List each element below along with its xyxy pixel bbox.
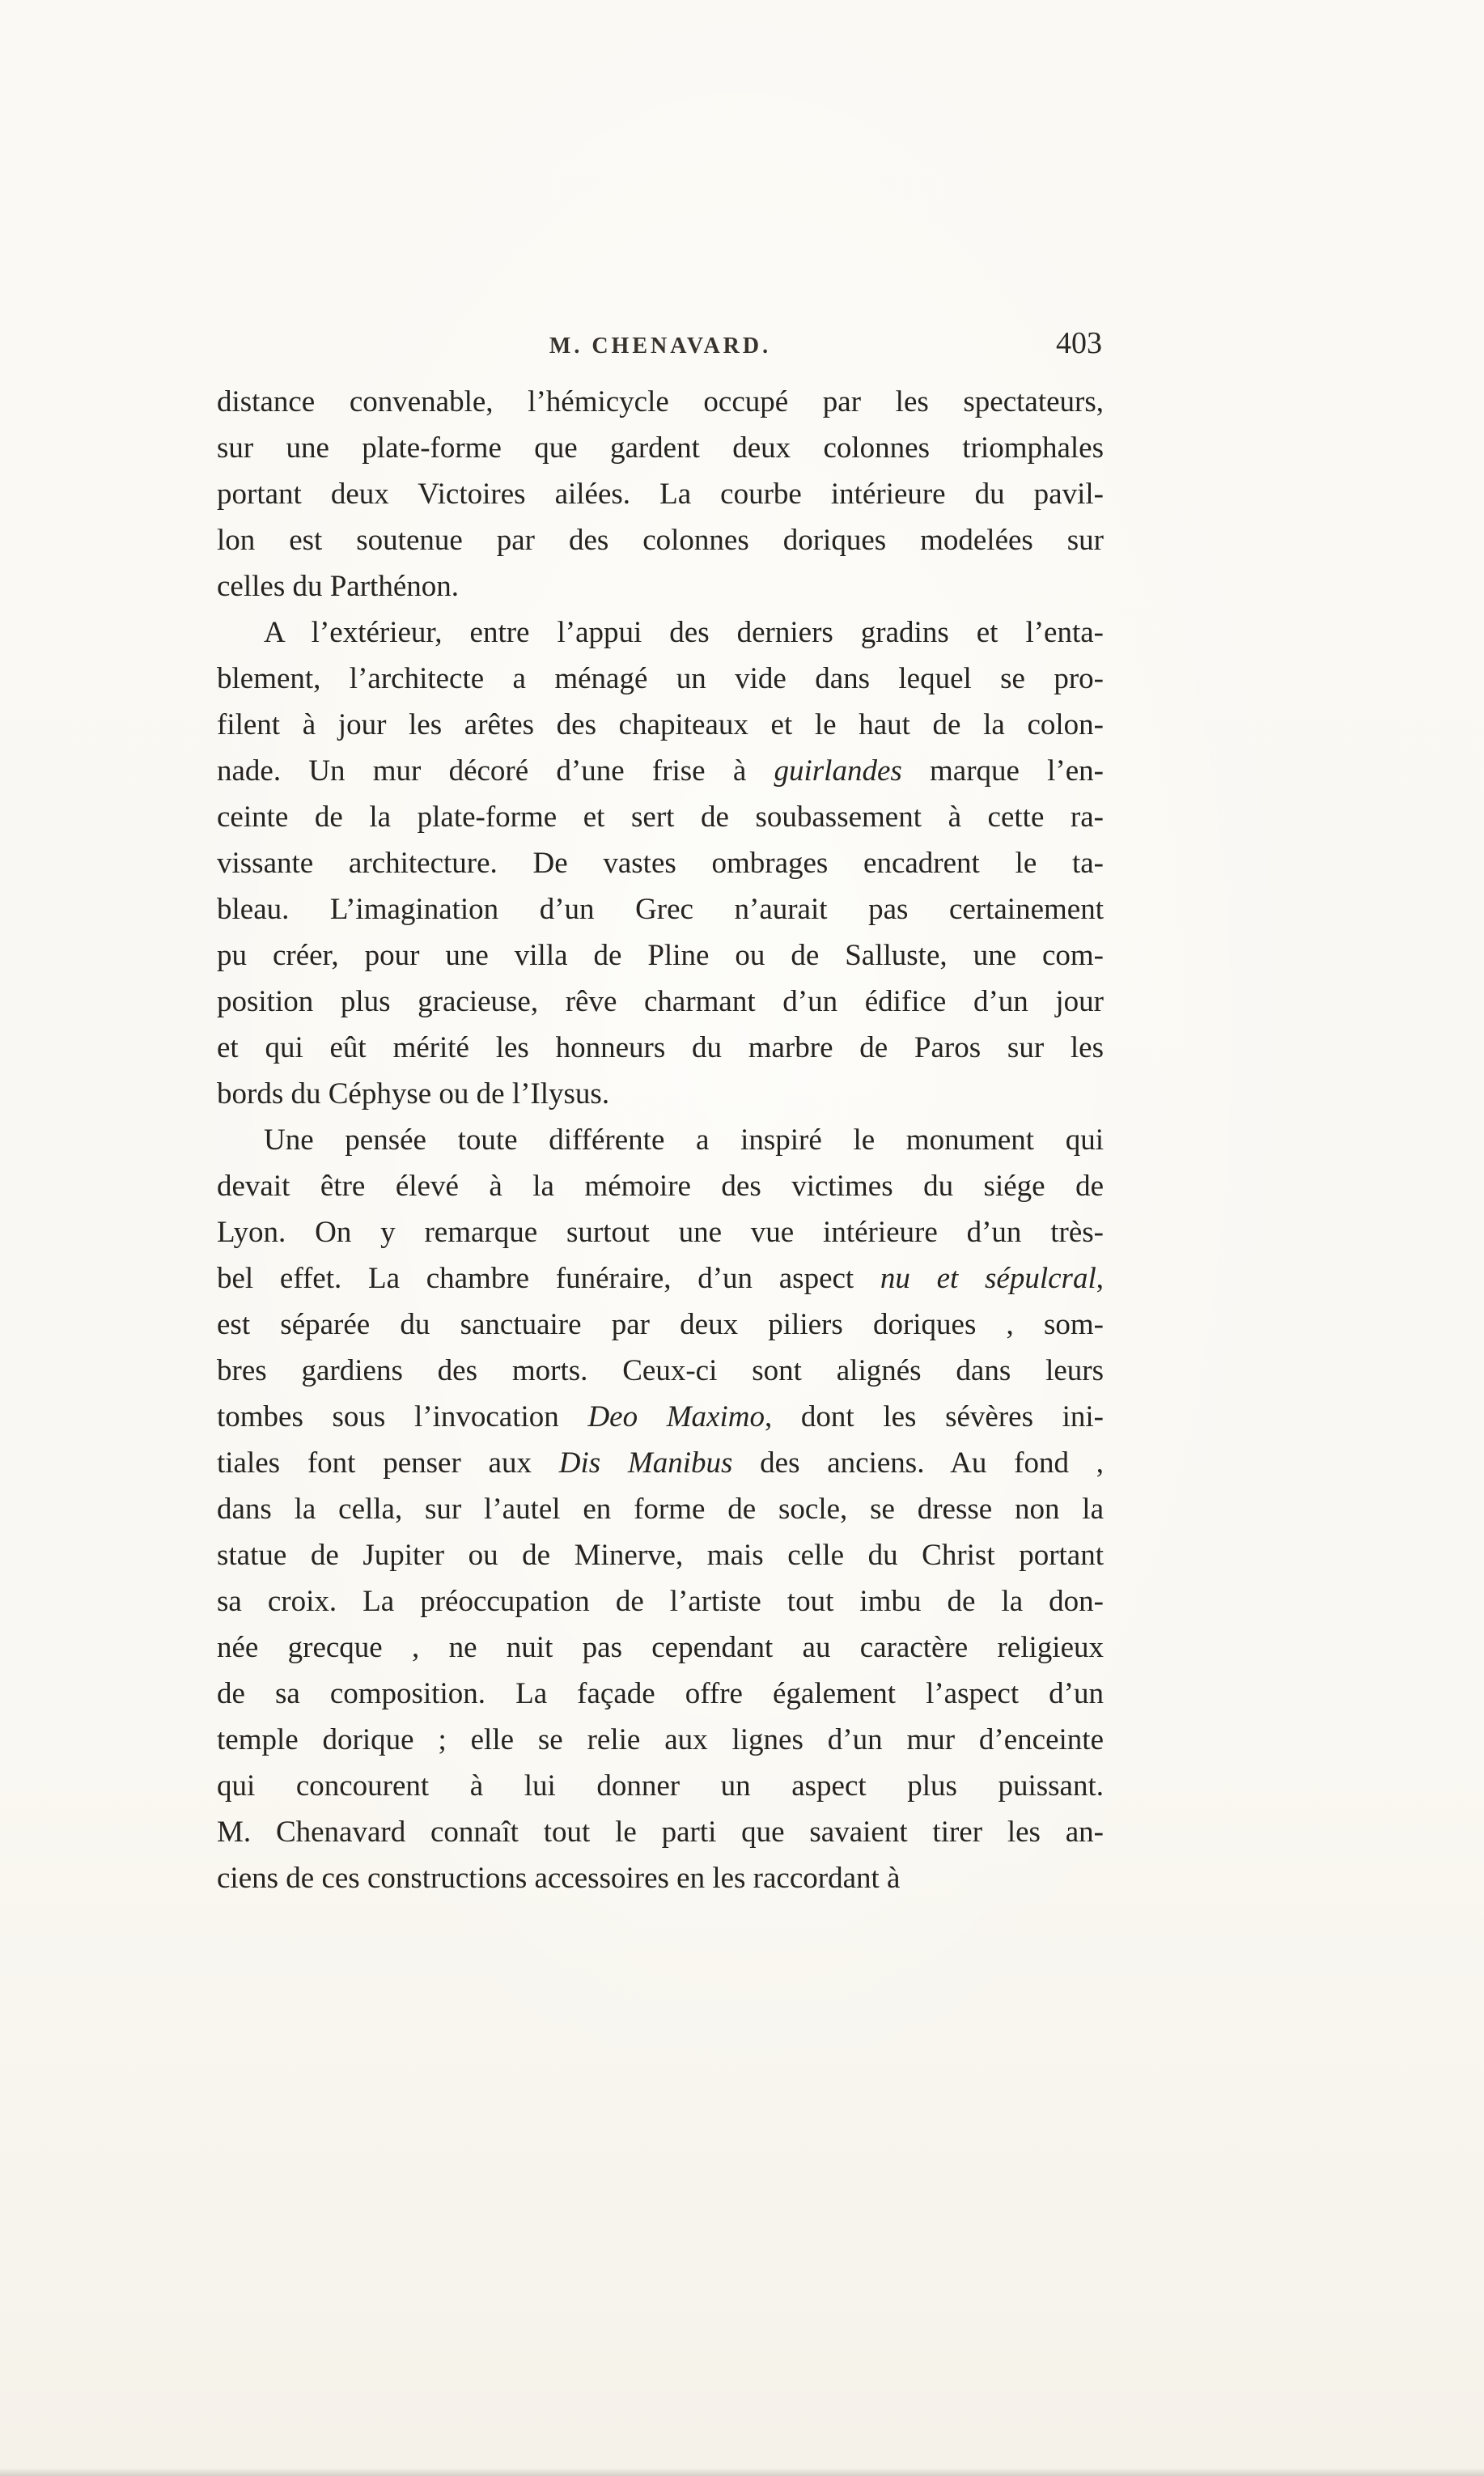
text-line: ceinte de la plate-forme et sert de soubassement à cette ra- (217, 801, 1104, 834)
text-line: pu créer, pour une villa de Pline ou de Salluste, une com- (217, 939, 1104, 972)
running-title: M. CHENAVARD. (549, 333, 772, 359)
text-line: bords du Céphyse ou de l’Ilysus. (217, 1077, 610, 1111)
text-line: lon est soutenue par des colonnes doriques modelées sur (217, 524, 1104, 557)
text-line: Une pensée toute différente a inspiré le monument qui (264, 1123, 1104, 1157)
text-line: distance convenable, l’hémicycle occupé par les spectateurs, (217, 385, 1104, 418)
text-line: position plus gracieuse, rêve charmant d’un édifice d’un jour (217, 985, 1104, 1018)
page-header (217, 325, 1104, 366)
text-line: temple dorique ; elle se relie aux lignes d’un mur d’enceinte (217, 1723, 1104, 1756)
text-line: portant deux Victoires ailées. La courbe intérieure du pavil- (217, 478, 1104, 511)
text-line: tombes sous l’invocation Deo Maximo, dont les sévères ini- (217, 1400, 1104, 1433)
text-line: bres gardiens des morts. Ceux-ci sont alignés dans leurs (217, 1354, 1104, 1387)
scan-bottom-edge (0, 2468, 1484, 2476)
italic-phrase: guirlandes (774, 754, 902, 788)
text-line: est séparée du sanctuaire par deux piliers doriques , som- (217, 1308, 1104, 1341)
text-line: devait être élevé à la mémoire des victimes du siége de (217, 1170, 1104, 1203)
text-line: celles du Parthénon. (217, 570, 459, 603)
text-line: Lyon. On y remarque surtout une vue intérieure d’un très- (217, 1216, 1104, 1249)
text-line: qui concourent à lui donner un aspect plus puissant. (217, 1769, 1104, 1803)
text-line: ciens de ces constructions accessoires en les raccordant à (217, 1862, 901, 1895)
text-line: sa croix. La préoccupation de l’artiste tout imbu de la don- (217, 1585, 1104, 1618)
text-line: de sa composition. La façade offre également l’aspect d’un (217, 1677, 1104, 1710)
text-line: nade. Un mur décoré d’une frise à guirlandes marque l’en- (217, 754, 1104, 788)
text-line: sur une plate-forme que gardent deux colonnes triomphales (217, 431, 1104, 465)
text-line: bel effet. La chambre funéraire, d’un aspect nu et sépulcral, (217, 1262, 1104, 1295)
italic-phrase: nu et sépulcral (880, 1262, 1096, 1295)
page-body (217, 379, 1104, 1901)
text-line: filent à jour les arêtes des chapiteaux et le haut de la colon- (217, 708, 1104, 741)
text-block (217, 325, 1104, 1901)
text-line: M. Chenavard connaît tout le parti que savaient tirer les an- (217, 1816, 1104, 1849)
paragraph (217, 609, 1104, 1117)
text-line: et qui eût mérité les honneurs du marbre de Paros sur les (217, 1031, 1104, 1064)
paragraph (217, 379, 1104, 609)
text-line: tiales font penser aux Dis Manibus des anciens. Au fond , (217, 1446, 1104, 1480)
text-line: A l’extérieur, entre l’appui des derniers gradins et l’enta- (264, 616, 1104, 649)
italic-phrase: Deo Maximo (587, 1400, 765, 1433)
italic-phrase: Dis Manibus (558, 1446, 733, 1480)
paragraph (217, 1117, 1104, 1901)
page-number: 403 (1056, 326, 1102, 360)
text-line: née grecque , ne nuit pas cependant au caractère religieux (217, 1631, 1104, 1664)
text-line: statue de Jupiter ou de Minerve, mais celle du Christ portant (217, 1539, 1104, 1572)
text-line: dans la cella, sur l’autel en forme de socle, se dresse non la (217, 1493, 1104, 1526)
text-line: blement, l’architecte a ménagé un vide dans lequel se pro- (217, 662, 1104, 695)
text-line: vissante architecture. De vastes ombrages encadrent le ta- (217, 847, 1104, 880)
text-line: bleau. L’imagination d’un Grec n’aurait pas certainement (217, 893, 1104, 926)
